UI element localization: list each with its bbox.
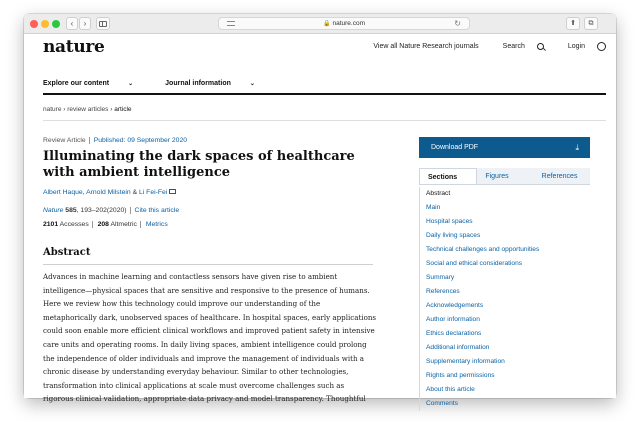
browser-toolbar [24, 14, 616, 34]
abstract-line: transformation into clinical applications at scale must overcome challenges such as [43, 380, 345, 390]
section-link[interactable]: Additional information [426, 344, 490, 351]
tab-references[interactable]: References [541, 173, 578, 180]
section-link[interactable]: Supplementary information [426, 358, 505, 365]
url-text: nature.com [332, 20, 365, 27]
author-separator: , [82, 189, 85, 196]
abstract-line: metaphorically dark, unobserved spaces of healthcare. In hospital spaces, early applications [43, 312, 377, 322]
pages: , 193–202(2020) [76, 207, 127, 214]
tabs-icon: ⧉ [588, 20, 594, 27]
section-link[interactable]: Summary [426, 274, 455, 281]
accesses-count: 2101 [43, 221, 59, 228]
close-window-button[interactable] [30, 20, 38, 28]
breadcrumb: nature › review articles › article [43, 106, 132, 113]
nature-logo[interactable]: nature [43, 37, 105, 57]
tabs-overview-button[interactable] [584, 17, 598, 30]
chevron-left-icon: ‹ [70, 19, 74, 28]
web-page [24, 35, 616, 407]
browser-window [24, 14, 616, 407]
abstract-divider [43, 264, 373, 265]
section-link[interactable]: Daily living spaces [426, 232, 481, 239]
section-link[interactable]: Main [426, 204, 441, 211]
reader-icon[interactable] [227, 21, 235, 26]
author-link[interactable]: Arnold Milstein [86, 189, 131, 196]
lock-icon: 🔒 [322, 21, 331, 27]
section-list [419, 187, 590, 411]
breadcrumb-divider [43, 120, 606, 121]
tab-sections[interactable]: Sections [419, 168, 477, 184]
breadcrumb-nature[interactable]: nature [43, 106, 62, 113]
article-metrics [43, 221, 168, 228]
abstract-line: care units and operating rooms. In daily living spaces, ambient intelligence could prolong [43, 339, 367, 349]
metrics-link[interactable]: Metrics [145, 221, 168, 228]
author-link[interactable]: Li Fei-Fei [139, 189, 168, 196]
menu-explore-content[interactable] [43, 80, 149, 87]
published-date: Published: 09 September 2020 [89, 137, 187, 144]
sidebar-tabs [419, 168, 590, 185]
reload-icon[interactable]: ↻ [454, 19, 461, 28]
abstract-text [43, 270, 383, 406]
chevron-down-icon: ⌄ [249, 81, 255, 87]
section-link[interactable]: Technical challenges and opportunities [426, 246, 540, 253]
article-meta [43, 137, 187, 144]
share-button[interactable] [566, 17, 580, 30]
zoom-window-button[interactable] [52, 20, 60, 28]
abstract-line: rigorous clinical validation, appropriate data privacy and model transparency. Thoughtful [43, 394, 366, 404]
tab-figures[interactable]: Figures [485, 173, 509, 180]
section-link[interactable]: Abstract [426, 190, 451, 197]
abstract-line: the independence of older individuals and improve the management of individuals with a [43, 353, 365, 363]
altmetric-count: 208 [97, 221, 109, 228]
journals-link[interactable]: View all Nature Research journals [373, 43, 479, 50]
main-menu [43, 80, 287, 87]
section-link[interactable]: Comments [426, 400, 458, 407]
download-pdf-label: Download PDF [431, 144, 479, 151]
section-link[interactable]: Social and ethical considerations [426, 260, 523, 267]
download-pdf-button[interactable] [419, 137, 590, 158]
author-link[interactable]: Albert Haque [43, 189, 83, 196]
section-link[interactable]: Hospital spaces [426, 218, 473, 225]
address-bar[interactable] [218, 17, 470, 30]
sidebar-toggle-button[interactable] [96, 17, 110, 30]
mail-icon[interactable] [169, 189, 176, 194]
section-link[interactable]: References [426, 288, 460, 295]
citation-line [43, 207, 179, 214]
abstract-line: could soon enable more efficient clinical workflows and improved patient safety in intensive [43, 326, 375, 336]
section-link[interactable]: Author information [426, 316, 480, 323]
search-button[interactable] [491, 43, 544, 50]
chevron-right-icon: › [83, 19, 87, 28]
breadcrumb-review-articles[interactable]: review articles [67, 106, 109, 113]
login-label: Login [567, 43, 585, 50]
author-separator: & [132, 189, 138, 196]
user-icon [597, 42, 606, 51]
menu-journal-information[interactable] [165, 80, 271, 87]
share-icon: ⬆ [570, 20, 576, 27]
search-label: Search [502, 43, 525, 50]
volume: 585 [65, 207, 77, 214]
accesses-label: Accesses [59, 221, 89, 228]
section-link[interactable]: Ethics declarations [426, 330, 482, 337]
section-link[interactable]: About this article [426, 386, 475, 393]
minimize-window-button[interactable] [41, 20, 49, 28]
abstract-line: intelligence—physical spaces that are sensitive and responsive to the presence of humans. [43, 285, 370, 295]
section-link[interactable]: Acknowledgements [426, 302, 484, 309]
login-button[interactable] [556, 42, 606, 51]
back-button[interactable] [66, 17, 78, 30]
forward-button[interactable] [79, 17, 91, 30]
altmetric-label: Altmetric [110, 221, 137, 228]
article-type: Review Article [43, 137, 86, 144]
breadcrumb-article: article [114, 106, 132, 113]
abstract-heading: Abstract [43, 247, 91, 258]
article-title: Illuminating the dark spaces of healthcare with ambient intelligence [43, 149, 355, 180]
abstract-line: Advances in machine learning and contactless sensors have given rise to ambient [43, 272, 338, 281]
chevron-down-icon: ⌄ [128, 81, 134, 87]
sidebar-icon [99, 21, 107, 27]
section-link[interactable]: Rights and permissions [426, 372, 495, 379]
author-list [43, 189, 176, 196]
menu-label: Journal information [165, 80, 231, 87]
journal-name[interactable]: Nature [43, 207, 64, 214]
menu-label: Explore our content [43, 80, 110, 87]
abstract-line: chronic disease by understanding everyday behaviour. Similar to other technologies, [43, 367, 349, 377]
abstract-line: Here we review how this technology could improve our understanding of the [43, 299, 321, 309]
search-icon [537, 43, 544, 50]
download-icon: ⤓ [575, 143, 579, 152]
header-divider [43, 93, 606, 95]
cite-this-article-link[interactable]: Cite this article [130, 207, 180, 214]
top-links [361, 42, 606, 51]
